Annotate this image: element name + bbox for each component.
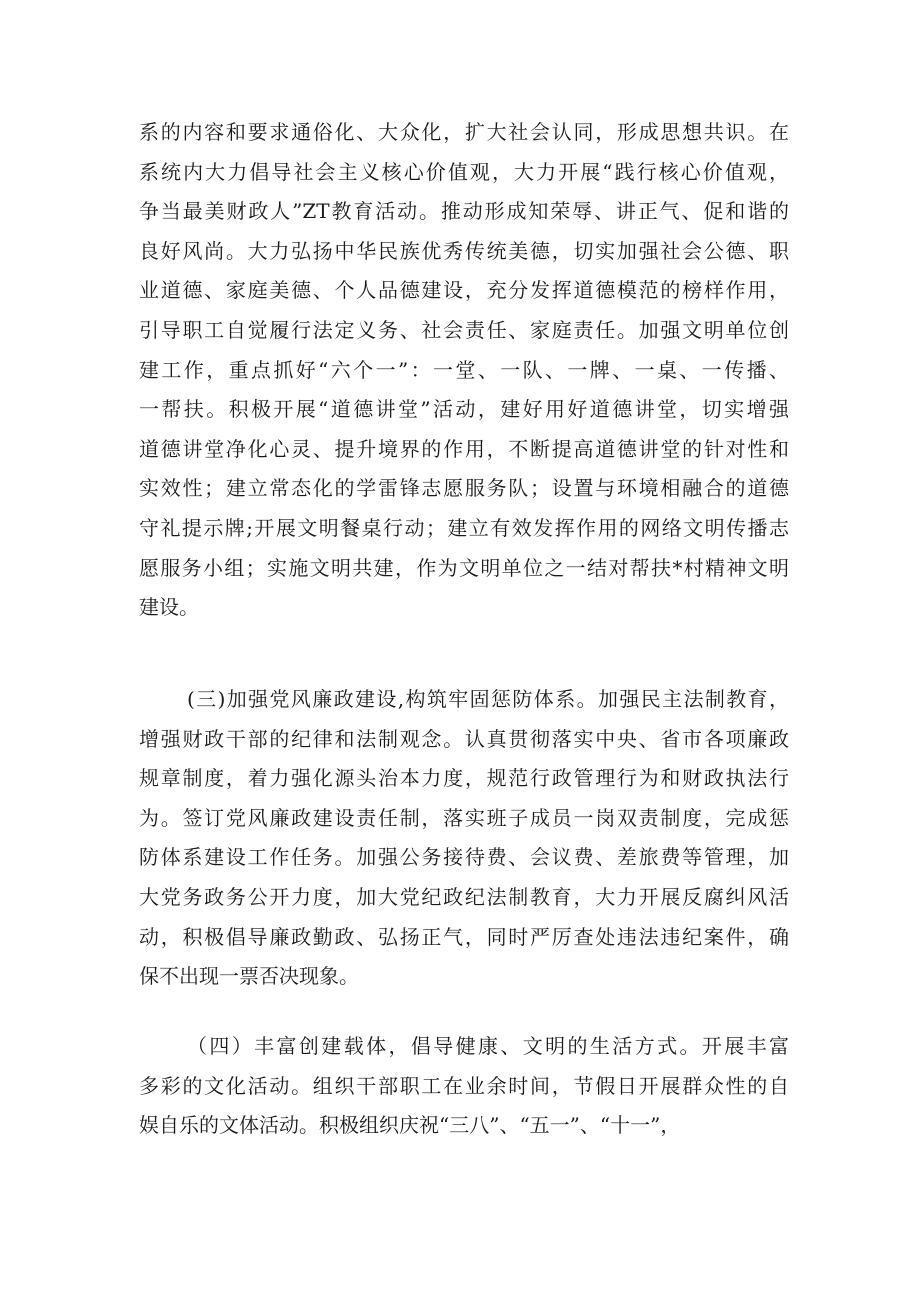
text-line: 系统内大力倡导社会主义核心价值观，大力开展“践行核心价值观， — [139, 159, 789, 184]
text-line: 系的内容和要求通俗化、大众化，扩大社会认同，形成思想共识。在 — [139, 120, 789, 144]
text-line: 道德讲堂净化心灵、提升境界的作用，不断提高道德讲堂的针对性和 — [139, 436, 789, 461]
text-line: 多彩的文化活动。组织干部职工在业余时间，节假日开展群众性的自 — [139, 1073, 789, 1098]
text-line: 争当最美财政人”ZT教育活动。推动形成知荣辱、讲正气、促和谐的 — [139, 199, 789, 224]
text-line: 愿服务小组；实施文明共建，作为文明单位之一结对帮扶*村精神文明 — [139, 555, 789, 580]
text-line: 规章制度，着力强化源头治本力度，规范行政管理行为和财政执法行 — [139, 766, 789, 791]
text-line: 保不出现一票否决现象。 — [139, 964, 359, 989]
paragraph-2 — [139, 680, 789, 997]
text-line: 娱自乐的文体活动。积极组织庆祝“三八”、“五一”、“十一”， — [139, 1113, 681, 1138]
text-line: 实效性；建立常态化的学雷锋志愿服务队；设置与环境相融合的道德 — [139, 476, 789, 501]
text-line: 守礼提示牌;开展文明餐桌行动；建立有效发挥作用的网络文明传播志 — [139, 515, 789, 540]
text-line: （四）丰富创建载体，倡导健康、文明的生活方式。开展丰富 — [187, 1034, 789, 1058]
text-line: 一帮扶。积极开展“道德讲堂”活动，建好用好道德讲堂，切实增强 — [139, 397, 789, 422]
text-line: (三)加强党风廉政建设,构筑牢固惩防体系。加强民主法制教育， — [187, 687, 789, 711]
text-line: 动，积极倡导廉政勤政、弘扬正气，同时严厉查处违法违纪案件，确 — [139, 924, 789, 949]
paragraph-1 — [139, 113, 789, 628]
text-line: 良好风尚。大力弘扬中华民族优秀传统美德，切实加强社会公德、职 — [139, 238, 789, 263]
text-line: 增强财政干部的纪律和法制观念。认真贯彻落实中央、省市各项廉政 — [139, 726, 789, 751]
text-line: 业道德、家庭美德、个人品德建设，充分发挥道德模范的榜样作用， — [139, 278, 789, 303]
text-line: 引导职工自觉履行法定义务、社会责任、家庭责任。加强文明单位创 — [139, 317, 789, 342]
text-line: 为。签订党风廉政建设责任制，落实班子成员一岗双责制度，完成惩 — [139, 805, 789, 830]
text-line: 防体系建设工作任务。加强公务接待费、会议费、差旅费等管理，加 — [139, 845, 789, 870]
text-line: 建设。 — [139, 595, 199, 620]
text-line: 建工作，重点抓好“六个一”：一堂、一队、一牌、一桌、一传播、 — [139, 357, 789, 382]
paragraph-3 — [139, 1027, 789, 1146]
text-line: 大党务政务公开力度，加大党纪政纪法制教育，大力开展反腐纠风活 — [139, 884, 789, 909]
